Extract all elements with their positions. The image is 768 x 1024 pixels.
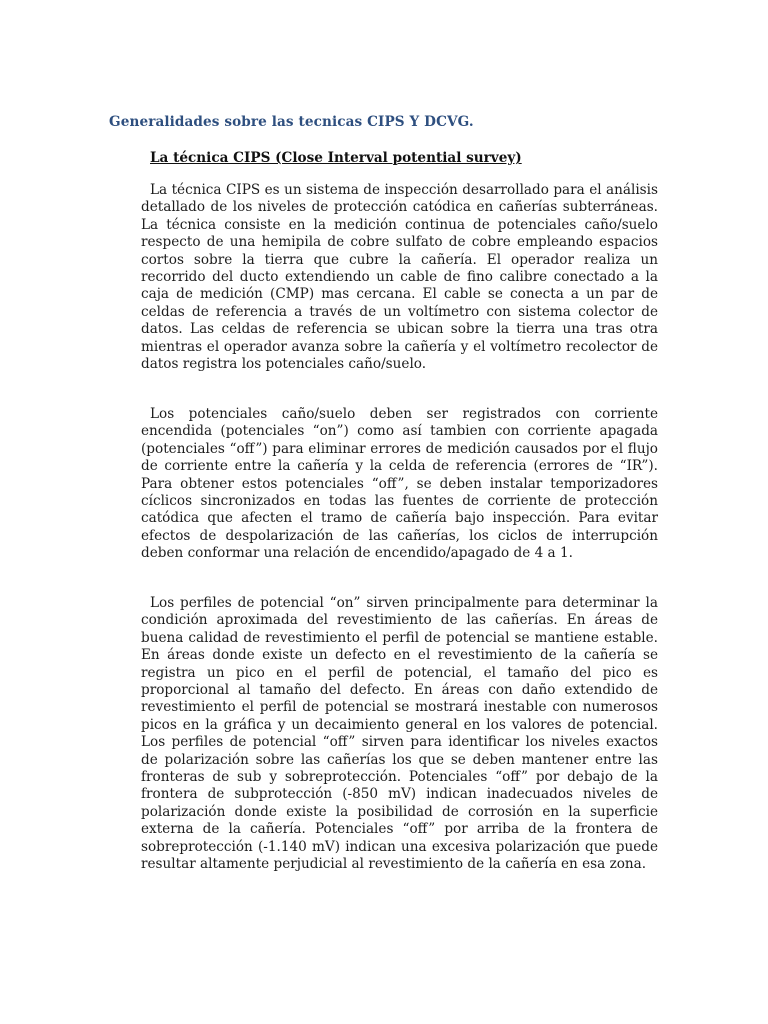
paragraph-1: La técnica CIPS es un sistema de inspección desarrollado para el análisis detallado de los niveles de protección catódica en cañerías subterráneas. La técnica consiste en la medición continua de potenciales caño/suelo respecto de una hemipila de cobre sulfato de cobre empleando espacios cortos sobre la tierra que cubre la cañería. El operador realiza un recorrido del ducto extendiendo un cable de fino calibre conectado a la caja de medición (CMP) mas cercana. El cable se conecta a un par de celdas de referencia a través de un voltímetro con sistema colector de datos. Las celdas de referencia se ubican sobre la tierra una tras otra mientras el operador avanza sobre la cañería y el voltímetro recolector de datos registra los potenciales caño/suelo.	[141, 182, 658, 373]
section-heading: La técnica CIPS (Close Interval potential survey)	[150, 150, 522, 166]
document-heading: Generalidades sobre las tecnicas CIPS Y DCVG.	[109, 114, 474, 130]
paragraph-2: Los potenciales caño/suelo deben ser registrados con corriente encendida (potenciales “on”) como así tambien con corriente apagada (potenciales “off”) para eliminar errores de medición causados por el flujo de corriente entre la cañería y la celda de referencia (errores de “IR”). Para obtener estos potenciales “off”, se deben instalar temporizadores cíclicos sincronizados en todas las fuentes de corriente de protección catódica que afecten el tramo de cañería bajo inspección. Para evitar efectos de despolarización de las cañerías, los ciclos de interrupción deben conformar una relación de encendido/apagado de 4 a 1.	[141, 406, 658, 562]
paragraph-3: Los perfiles de potencial “on” sirven principalmente para determinar la condición aproximada del revestimiento de las cañerías. En áreas de buena calidad de revestimiento el perfil de potencial se mantiene estable. En áreas donde existe un defecto en el revestimiento de la cañería se registra un pico en el perfil de potencial, el tamaño del pico es proporcional al tamaño del defecto. En áreas con daño extendido de revestimiento el perfil de potencial se mostrará inestable con numerosos picos en la gráfica y un decaimiento general en los valores de potencial. Los perfiles de potencial “off” sirven para identificar los niveles exactos de polarización sobre las cañerías los que se deben mantener entre las fronteras de sub y sobreprotección. Potenciales “off” por debajo de la frontera de subprotección (-850 mV) indican inadecuados niveles de polarización donde existe la posibilidad de corrosión en la superficie externa de la cañería. Potenciales “off” por arriba de la frontera de sobreprotección (-1.140 mV) indican una excesiva polarización que puede resultar altamente perjudicial al revestimiento de la cañería en esa zona.	[141, 595, 658, 873]
